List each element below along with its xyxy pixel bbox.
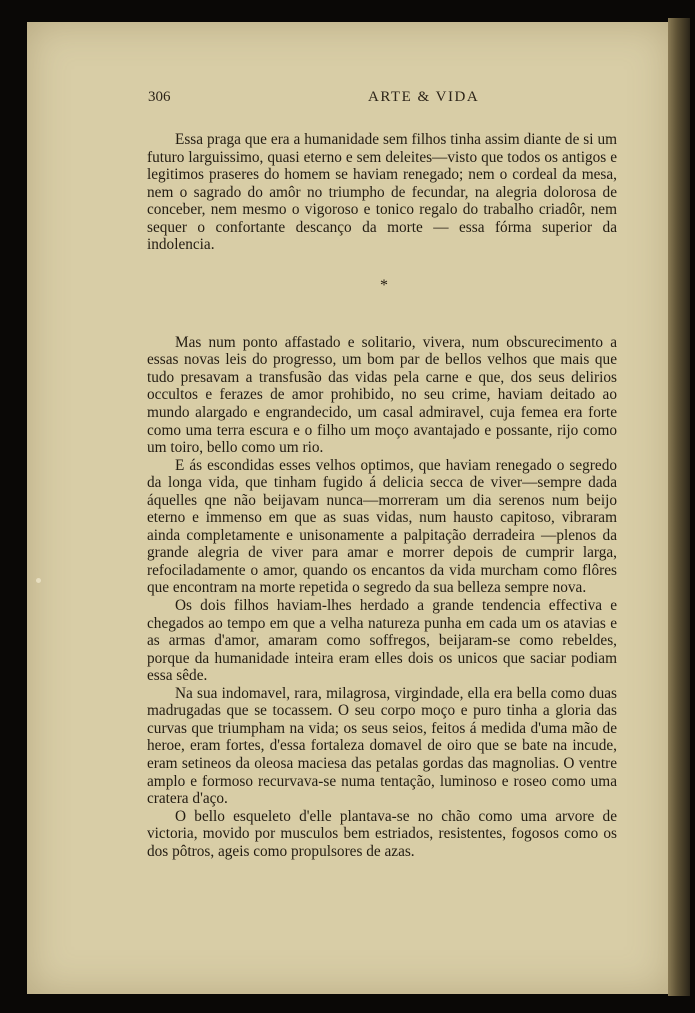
- paragraph: Mas num ponto affastado e solitario, vivera, num obscurecimento a essas novas leis do progresso, um bom par de bellos velhos que mais que tudo presavam a transfusão das vidas pela carne e que, dos seus delirios occultos e ferazes de amor prohibido, no seu crime, haviam deitado ao mundo alargado e engrandecido, um casal admiravel, cuja femea era forte como uma terra escura e o filho um moço avantajado e possante, rijo como um toiro, bello como um rio.: [147, 333, 617, 457]
- paragraph: O bello esqueleto d'elle plantava-se no chão como uma arvore de victoria, movido por musculos bem estriados, resistentes, fogosos como os dos pôtros, ageis como propulsores de azas.: [147, 807, 617, 860]
- running-head: [148, 89, 618, 109]
- paragraph: Essa praga que era a humanidade sem filhos tinha assim diante de si um futuro larguissimo, quasi eterno e sem deleites—visto que todos os antigos e legitimos praseres do homem se haviam renegado; nem o cordeal da mesa, nem o sagrado do amôr no triumpho de fecundar, na alegria dolorosa de conceber, nem mesmo o vigoroso e tonico regalo do trabalho criadôr, nem sequer o confortante descanço da morte — essa fórma superior da indolencia.: [147, 131, 617, 254]
- running-title: ARTE & VIDA: [368, 89, 480, 105]
- paragraph: Na sua indomavel, rara, milagrosa, virgindade, ella era bella como duas madrugadas que se tocassem. O seu corpo moço e puro tinha a gloria das curvas que triumpham na vida; os seus seios, feitos á medida d'uma mão de heroe, eram fortes, d'essa fortaleza domavel de oiro que se bate na incude, eram setineos da oleosa maciesa das petalas gordas das magnolias. O ventre amplo e formoso recurvava-se numa tentação, luminoso e roseo como uma cratera d'aço.: [147, 684, 617, 808]
- paragraph: Os dois filhos haviam-lhes herdado a grande tendencia effectiva e chegados ao tempo em que a velha natureza punha em cada um os atavias e as armas d'amor, amaram como soffregos, beijaram-se como rebeldes, porque da humanidade inteira eram elles dois os unicos que saciar podiam essa sêde.: [147, 597, 617, 685]
- paragraph: E ás escondidas esses velhos optimos, que haviam renegado o segredo da longa vida, que tinham fugido á delicia secca de viver—sempre dada áquelles qne não beijavam nunca—morreram um dia serenos num beijo eterno e immenso em que as suas vidas, num hausto capitoso, vibraram ainda completamente e unisonamente a palpitação derradeira —plenos da grande alegria de viver para amar e morrer depois de cumprir larga, refociladamente o amor, quando os encantos da vida murcham como flôres que encontram na morte repetida o segredo da sua belleza sempre nova.: [147, 456, 617, 597]
- section-separator: *: [380, 276, 388, 294]
- page-edge: [668, 18, 690, 996]
- paper-speck: [36, 578, 41, 583]
- body-text: [147, 131, 617, 860]
- page-number: 306: [148, 89, 171, 105]
